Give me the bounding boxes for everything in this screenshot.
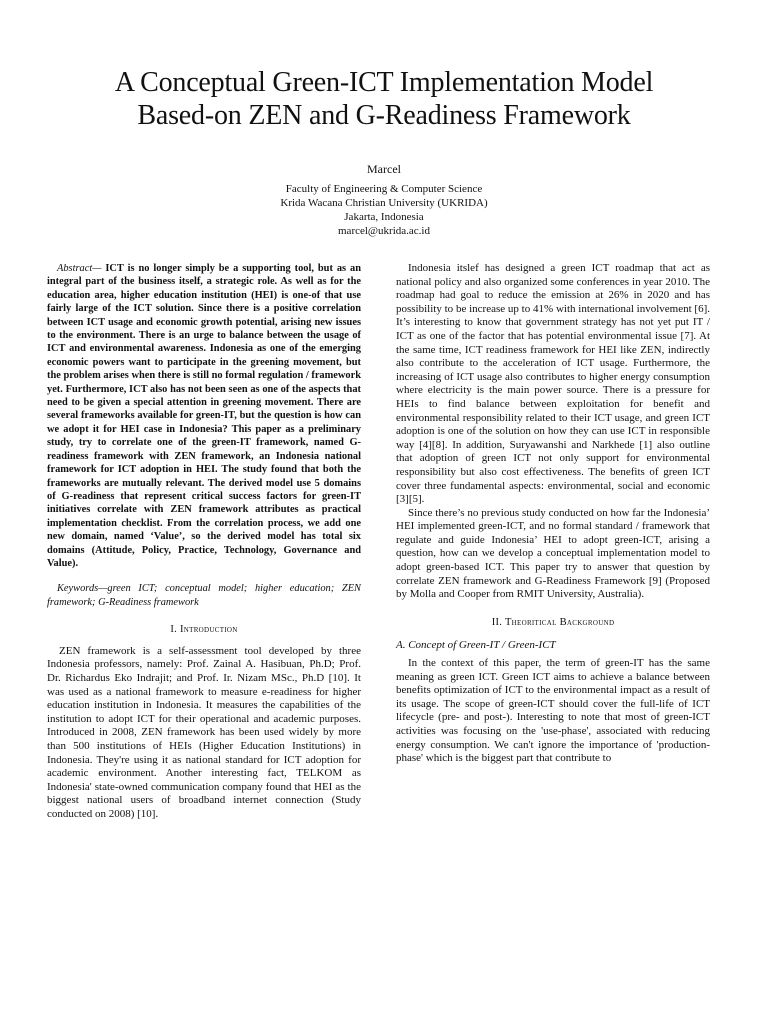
paper-title <box>40 66 728 132</box>
author-email: marcel@ukrida.ac.id <box>338 225 430 237</box>
title-line-1: A Conceptual Green-ICT Implementation Model <box>114 67 654 98</box>
right-column <box>396 262 710 766</box>
right-paragraph-1: Indonesia itslef has designed a green ICT roadmap that act as national policy and also organized some conferences in year 2010. The roadmap had goal to reduce the emission at 26% in 2020 and has possibility to be increase up to 41% with international involvement [6]. It’s interesting to know that government strategy has not yet put IT / ICT as one of the factor that has potential environmental issue [7]. At the same time, ICT readiness framework for HEI like ZEN, indirectly also contribute to the acceleration of ICT usage. Furthermore, the increasing of ICT usage also contributes to higher energy consumption where electricity is the main power source. There is a pressure for HEIs to find balance between exploitation for benefit and environmental responsibility related to their ICT usage, and green ICT adoption is one of the solution on how they can use ICT in responsible way [4][8]. In addition, Suryawanshi and Narkhede [1] also outline that adoption of green ICT not only support for environmental responsibility but also cost effectiveness. The benefits of green ICT cover three fundamental aspects: environmental, social and economic [3][5]. <box>396 262 710 506</box>
right-paragraph-3: In the context of this paper, the term of green-IT has the same meaning as green ICT. Green ICT aims to achieve a balance between benefits optimization of ICT to the environmental impact as a result of its usage. The scope of green-ICT should cover the full-life of ICT lifecycle (pre- and post-). Interesting to note that most of green-ICT activities was focusing on the 'use-phase', associated with reducing energy consumption. We can't ignore the importance of 'production-phase' which is the biggest part that contribute to <box>396 657 710 765</box>
left-column <box>47 262 361 821</box>
title-line-2: Based-on ZEN and G-Readiness Framework <box>137 100 631 131</box>
subsection-heading-green-ict: A. Concept of Green-IT / Green-ICT <box>396 639 556 652</box>
author-location: Jakarta, Indonesia <box>344 211 424 223</box>
section-heading-background: II. Theoritical Background <box>491 616 615 628</box>
abstract <box>47 262 361 570</box>
introduction-paragraph: ZEN framework is a self-assessment tool developed by three Indonesia professors, namely: Prof. Zainal A. Hasibuan, Ph.D; Prof. Dr. Richardus Eko Indrajit; and Prof. Ir. Nizam MSc., Ph.D [10]. It was used as a national framework to measure e-readiness for higher education institution in Indonesia. It measures the capabilities of the institution to adopt ICT for their operational and academic purposes. Introduced in 2008, ZEN framework has been used widely by more than 500 institutions of HEIs (Higher Education Institutions) in Indonesia. They're using it as national standard for ICT adoption for academic environment. Another interesting fact, TELKOM as Indonesia' state-owned communication company found that HEI as the biggest national users of broadband internet connection (Study conducted on 2008) [10]. <box>47 644 361 820</box>
section-heading-introduction: I. Introduction <box>170 624 238 636</box>
author-name: Marcel <box>367 162 401 176</box>
author-affiliation-2: Krida Wacana Christian University (UKRIDA) <box>280 197 488 209</box>
right-paragraph-2: Since there’s no previous study conducted on how far the Indonesia’ HEI implemented green-ICT, and no formal standard / framework that regulate and guide Indonesia’ HEI to adopt green-ICT, arising a question, how can we develop a conceptual implementation model to adopt green-based ICT. This paper try to answer that question by correlate ZEN framework and G-Readiness Framework [9] (Proposed by Molla and Cooper from RMIT University, Australia). <box>396 506 710 601</box>
abstract-body: ICT is no longer simply be a supporting tool, but as an integral part of the business itself, a strategic role. As well as for the education area, higher education institution (HEI) is one-of that use fairly large of the ICT solution. Since there is a positive correlation between ICT usage and economic growth potential, arising new issues to the environment. There is an urge to balance between the usage of ICT and environmental awareness. Indonesia as one of the emerging economic powers want to participate in the greening movement, but the problem arises when there is still no formal regulation / framework yet. Furthermore, ICT also has not been seen as one of the aspects that need to be given a special attention in greening movement. There are several frameworks available for green-IT, but the question is how can we adopt it for HEI case in Indonesia? This paper as a preliminary study, try to correlate one of the green-IT framework, named G-readiness framework with ZEN framework, an Indonesia national framework for ICT adoption in HEI. The study found that both the frameworks are mutually relevant. The derived model use 5 domains of G-readiness that represent critical success factors for green-IT initiatives correlate with ZEN framework attributes as practical implementation checklist. From the correlation process, we add one new domain, named ‘Value’, so the derived model has total six domains (Attitude, Policy, Practice, Technology, Governance and Value). <box>47 263 361 569</box>
author-block <box>0 162 768 238</box>
author-affiliation-1: Faculty of Engineering & Computer Science <box>285 183 483 195</box>
keywords: Keywords—green ICT; conceptual model; higher education; ZEN framework; G-Readiness framework <box>47 583 361 608</box>
abstract-lead: Abstract— <box>57 263 102 274</box>
